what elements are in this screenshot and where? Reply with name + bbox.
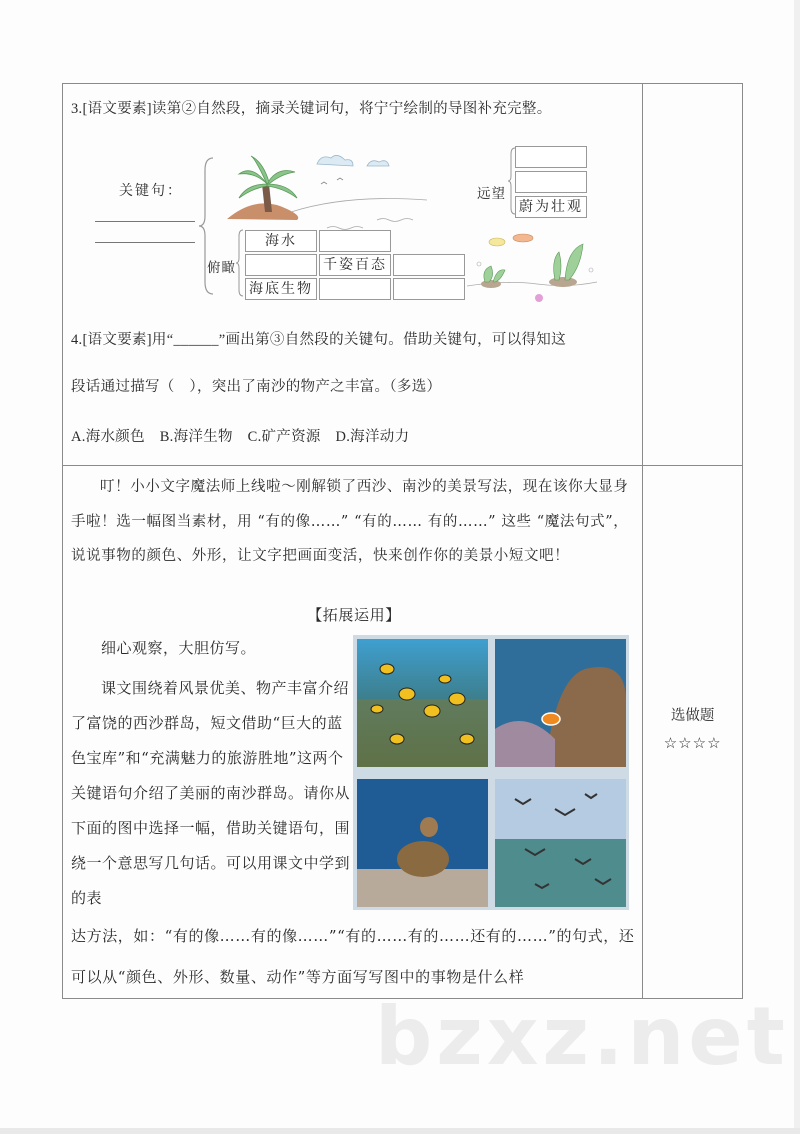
overlook-box-r1c1: 海水 bbox=[245, 230, 317, 252]
body-paragraph-wide: 达方法，如：“有的像……有的像……”“有的……有的……还有的……”的句式，还可以从“颜色、外形、数量、动作”等方面写写图中的事物是什么样 bbox=[71, 927, 635, 986]
section-heading: 【拓展运用】 bbox=[307, 606, 401, 624]
key-sentence-blank-2[interactable] bbox=[95, 242, 195, 243]
overlook-box-r3c1: 海底生物 bbox=[245, 278, 317, 300]
optional-question-label: 选做题 bbox=[670, 708, 715, 724]
question-3-text: 3.[语文要素]读第②自然段，摘录关键词句，将宁宁绘制的导图补充完整。 bbox=[71, 101, 552, 117]
photo-seagulls[interactable] bbox=[495, 779, 626, 907]
body-paragraph-narrow: 课文围绕着风景优美、物产丰富介绍了富饶的西沙群岛，短文借助“巨大的蓝色宝库”和“充满魅力的旅游胜地”这两个关键语句介绍了美丽的南沙群岛。请你从下面的图中选择一幅，借助关键语句，围绕一个意思写几句话。可以用课文中学到的表 bbox=[71, 679, 351, 907]
overlook-box-r2c3[interactable] bbox=[393, 254, 465, 276]
overlook-box-r3c3[interactable] bbox=[393, 278, 465, 300]
key-sentence-blank-1[interactable] bbox=[95, 221, 195, 222]
photo-clownfish[interactable] bbox=[495, 639, 626, 767]
far-view-box-3: 蔚为壮观 bbox=[515, 196, 587, 218]
difficulty-stars: ☆☆☆☆ bbox=[663, 734, 722, 752]
photo-grid bbox=[353, 635, 629, 910]
far-view-box-2[interactable] bbox=[515, 171, 587, 193]
intro-paragraph: 叮！小小文字魔法师上线啦～刚解锁了西沙、南沙的美景写法，现在该你大显身手啦！选一幅图当素材，用 “有的像……” “有的…… 有的……” 这些 “魔法句式”，说说事物的颜色、外形，让文字把画面变活，快来创作你的美景小短文吧！ bbox=[71, 479, 629, 564]
watermark: bzxz.net bbox=[375, 990, 789, 1083]
page-edge-right bbox=[794, 0, 800, 1134]
photo-sea-turtle[interactable] bbox=[357, 779, 488, 907]
question-4-line-1: 4.[语文要素]用“______”画出第③自然段的关键句。借助关键句，可以得知这 bbox=[71, 332, 566, 348]
mind-map bbox=[87, 146, 627, 306]
side-cell-2 bbox=[643, 466, 743, 999]
island-palm-illustration bbox=[217, 154, 437, 234]
tip-text: 细心观察，大胆仿写。 bbox=[101, 639, 257, 657]
seabed-illustration bbox=[467, 230, 607, 306]
overlook-box-r2c1[interactable] bbox=[245, 254, 317, 276]
worksheet-table bbox=[62, 83, 743, 999]
far-view-box-1[interactable] bbox=[515, 146, 587, 168]
extension-cell bbox=[63, 466, 643, 999]
far-view-label: 远望 bbox=[477, 186, 506, 202]
question-4-line-2: 段话通过描写（ ），突出了南沙的物产之丰富。（多选） bbox=[71, 379, 442, 395]
page-edge-bottom bbox=[0, 1128, 800, 1134]
key-sentence-label: 关键句： bbox=[119, 183, 183, 199]
question-4-options: A.海水颜色 B.海洋生物 C.矿产资源 D.海洋动力 bbox=[71, 429, 410, 445]
side-cell-1 bbox=[643, 84, 743, 466]
overlook-box-r3c2[interactable] bbox=[319, 278, 391, 300]
overlook-brace-icon bbox=[235, 228, 245, 298]
overlook-box-r1c2[interactable] bbox=[319, 230, 391, 252]
overlook-box-r2c2: 千姿百态 bbox=[319, 254, 391, 276]
overlook-label: 俯瞰 bbox=[207, 260, 236, 276]
photo-butterflyfish[interactable] bbox=[357, 639, 488, 767]
question-cell-3-4 bbox=[63, 84, 643, 466]
